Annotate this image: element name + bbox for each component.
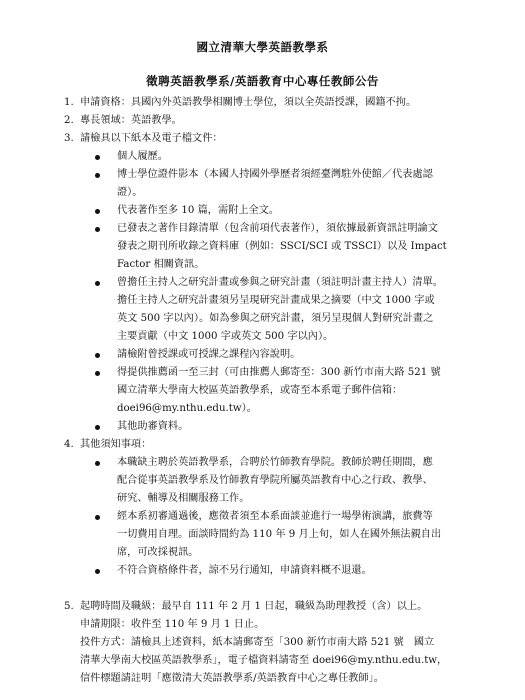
bullet-icon xyxy=(95,353,100,358)
bullet-icon xyxy=(95,155,100,160)
page-subtitle: 徵聘英語教學系/英語教育中心專任教師公告 xyxy=(146,74,379,88)
note-item-line: 經本系初審通過後，應徵者須至本系面談並進行一場學術演講，旅費等 xyxy=(117,511,433,522)
document-item-line: 證）。 xyxy=(117,187,143,198)
document-item-line: 英文 500 字以內）。如為參與之研究計畫，須另呈現個人對研究計畫之 xyxy=(117,313,434,324)
document-item-line: 個人履歷。 xyxy=(117,151,168,162)
bullet-icon xyxy=(95,227,100,232)
note-item-line: 席，可改採視訊。 xyxy=(117,547,199,558)
section-3-text: 請檢具以下紙本及電子檔文件： xyxy=(80,133,223,144)
bullet-icon xyxy=(95,173,100,178)
section-5-line: 申請期限：收件至 110 年 9 月 1 日止。 xyxy=(80,619,265,630)
document-item-line: Factor 相關資訊。 xyxy=(117,259,205,270)
note-item-line: 不符合資格條件者，諒不另行通知，申請資料概不退還。 xyxy=(117,565,372,576)
document-item-line: 主要貢獻（中文 1000 字或英文 500 字以內）。 xyxy=(117,331,334,342)
page-title: 國立清華大學英語教學系 xyxy=(196,40,329,54)
note-item-line: 一切費用自理。面談時間約為 110 年 9 月上旬，如人在國外無法親自出 xyxy=(117,529,442,540)
document-item-line: 請檢附曾授課或可授課之課程內容說明。 xyxy=(117,349,301,360)
document-item-line: 已發表之著作目錄清單（包含前項代表著作），須依據最新資訊註明論文 xyxy=(117,223,438,234)
section-5-line: 投件方式：請檢具上述資料，紙本請郵寄至「300 新竹市南大路 521 號 國立 xyxy=(80,637,435,648)
note-item-line: 研究、輔導及相關服務工作。 xyxy=(117,493,250,504)
document-item-line: 發表之期刊所收錄之資料庫（例如：SSCI/SCI 或 TSSCI）以及 Impact xyxy=(117,241,447,252)
section-1-text: 申請資格：具國內外英語教學相關博士學位，須以全英語授課，國籍不拘。 xyxy=(80,97,417,108)
document-item-line: 擔任主持人之研究計畫須另呈現研究計畫成果之摘要（中文 1000 字或 xyxy=(117,295,435,306)
document-item-line: 博士學位證件影本（本國人持國外學歷者須經臺灣駐外使館／代表處認 xyxy=(117,169,433,180)
section-5-number: 5. xyxy=(64,601,74,612)
document-item-line: 曾擔任主持人之研究計畫或參與之研究計畫（須註明計畫主持人）清單。 xyxy=(117,277,443,288)
bullet-icon xyxy=(95,371,100,376)
section-2-number: 2. xyxy=(64,115,74,126)
section-3-number: 3. xyxy=(64,133,74,144)
section-5-line: 清華大學南大校區英語教學系」，電子檔資料請寄至 doei96@my.nthu.edu.tw， xyxy=(80,655,448,666)
note-item-line: 本職缺主聘於英語教學系，合聘於竹師教育學院。教師於聘任期間，應 xyxy=(117,457,433,468)
bullet-icon xyxy=(95,569,100,574)
bullet-icon xyxy=(95,461,100,466)
section-5-line: 信件標題請註明「應徵清大英語教學系/英語教育中心之專任教師」。 xyxy=(80,673,384,684)
section-1-number: 1. xyxy=(64,97,74,108)
section-2-text: 專長領域：英語教學。 xyxy=(80,115,182,126)
bullet-icon xyxy=(95,281,100,286)
section-4-text: 其他須知事項： xyxy=(80,439,152,450)
bullet-icon xyxy=(95,209,100,214)
bullet-icon xyxy=(95,425,100,430)
document-item-line: 其他助審資料。 xyxy=(117,421,189,432)
document-item-line: doei96@my.nthu.edu.tw）。 xyxy=(117,403,257,414)
note-item-line: 配合從事英語教學系及竹師教育學院所屬英語教育中心之行政、教學、 xyxy=(117,475,433,486)
document-item-line: 國立清華大學南大校區英語教學系，或寄至本系電子郵件信箱： xyxy=(117,385,403,396)
document-item-line: 代表著作至多 10 篇，需附上全文。 xyxy=(117,205,280,216)
section-4-number: 4. xyxy=(64,439,74,450)
bullet-icon xyxy=(95,515,100,520)
section-5-line: 起聘時間及職級：最早自 111 年 2 月 1 日起，職級為助理教授（含）以上。 xyxy=(80,601,428,612)
document-item-line: 得提供推薦函一至三封（可由推薦人郵寄至：300 新竹市南大路 521 號 xyxy=(117,367,441,378)
